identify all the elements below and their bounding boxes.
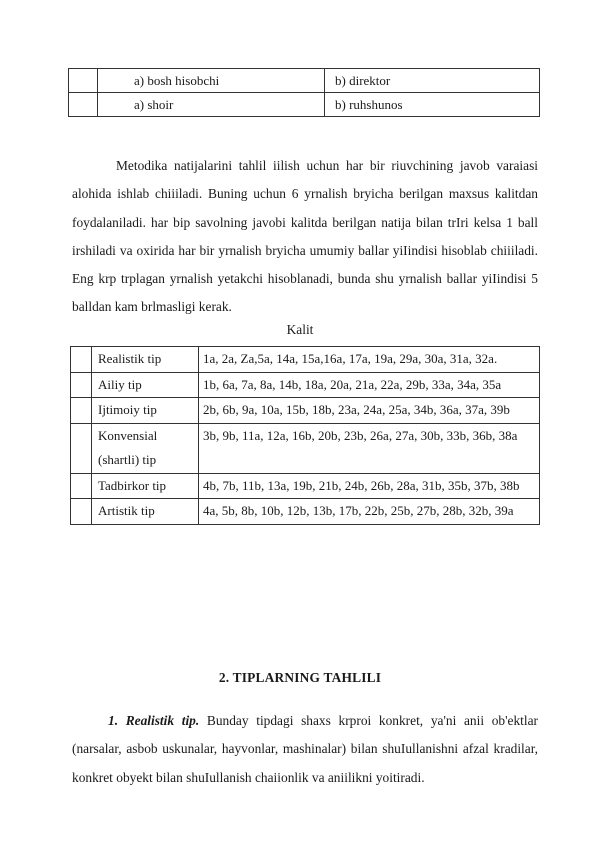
answer-options-table xyxy=(68,68,540,117)
option-a-cell: a) shoir xyxy=(98,93,325,117)
row-number-cell xyxy=(71,473,92,499)
type-cell: Konvensial (shartli) tip xyxy=(92,423,199,473)
codes-cell: 4a, 5b, 8b, 10b, 12b, 13b, 17b, 22b, 25b, 27b, 28b, 32b, 39a xyxy=(199,499,540,525)
codes-cell: 1a, 2a, Za,5a, 14a, 15a,16a, 17a, 19a, 29a, 30a, 31a, 32a. xyxy=(199,347,540,373)
table-row xyxy=(71,473,540,499)
row-number-cell xyxy=(71,398,92,424)
method-paragraph: Metodika natijalarini tahlil iilish uchun har bir riuvchining javob varaiasi alohida ishlab chiiiladi. Buning uchun 6 yrnalish bryicha berilgan maxsus kalitdan foydalaniladi. har bip savolning javobi kalitda berilgan natija bilan trIri kelsa 1 ball irshiladi va oxirida har bir yrnalish bryicha umumiy ballar yiIindisi hisoblab chiiiladi. Eng krp trplagan yrnalish yetakchi hisoblanadi, bunda shu yrnalish ballar yiIindisi 5 balldan kam brlmasligi kerak. xyxy=(72,158,538,315)
type-cell: Tadbirkor tip xyxy=(92,473,199,499)
table-row xyxy=(71,347,540,373)
type-cell: Artistik tip xyxy=(92,499,199,525)
option-b-cell: b) direktor xyxy=(325,69,540,93)
paragraph-lead: 1. Realistik tip. xyxy=(108,713,200,728)
option-b-cell: b) ruhshunos xyxy=(325,93,540,117)
key-caption: Kalit xyxy=(286,322,314,337)
row-number-cell xyxy=(69,93,98,117)
table-row xyxy=(71,423,540,473)
realistic-type-paragraph xyxy=(72,707,538,792)
table-row xyxy=(71,398,540,424)
row-number-cell xyxy=(71,423,92,473)
section-heading: 2. TIPLARNING TAHLILI xyxy=(218,670,382,685)
key-table xyxy=(70,346,540,525)
codes-cell: 1b, 6a, 7a, 8a, 14b, 18a, 20a, 21a, 22a, 29b, 33a, 34a, 35a xyxy=(199,372,540,398)
type-cell: Ijtimoiy tip xyxy=(92,398,199,424)
row-number-cell xyxy=(71,499,92,525)
row-number-cell xyxy=(69,69,98,93)
codes-cell: 4b, 7b, 11b, 13a, 19b, 21b, 24b, 26b, 28a, 31b, 35b, 37b, 38b xyxy=(199,473,540,499)
paragraph-body: Bunday tipdagi shaxs krproi konkret, ya'ni anii ob'ektlar (narsalar, asbob uskunalar, hayvonlar, mashinalar) bilan shuIullanishni afzal kradilar, konkret obyekt bilan shuIullanish chaiionlik va aniilikni yoitiradi. xyxy=(72,713,538,785)
table-row xyxy=(71,372,540,398)
codes-cell: 2b, 6b, 9a, 10a, 15b, 18b, 23a, 24a, 25a, 34b, 36a, 37a, 39b xyxy=(199,398,540,424)
type-cell: Realistik tip xyxy=(92,347,199,373)
row-number-cell xyxy=(71,372,92,398)
row-number-cell xyxy=(71,347,92,373)
table-row xyxy=(71,499,540,525)
table-row xyxy=(69,93,540,117)
option-a-cell: a) bosh hisobchi xyxy=(98,69,325,93)
table-row xyxy=(69,69,540,93)
type-cell: Ailiy tip xyxy=(92,372,199,398)
codes-cell: 3b, 9b, 11a, 12a, 16b, 20b, 23b, 26a, 27a, 30b, 33b, 36b, 38a xyxy=(199,423,540,473)
